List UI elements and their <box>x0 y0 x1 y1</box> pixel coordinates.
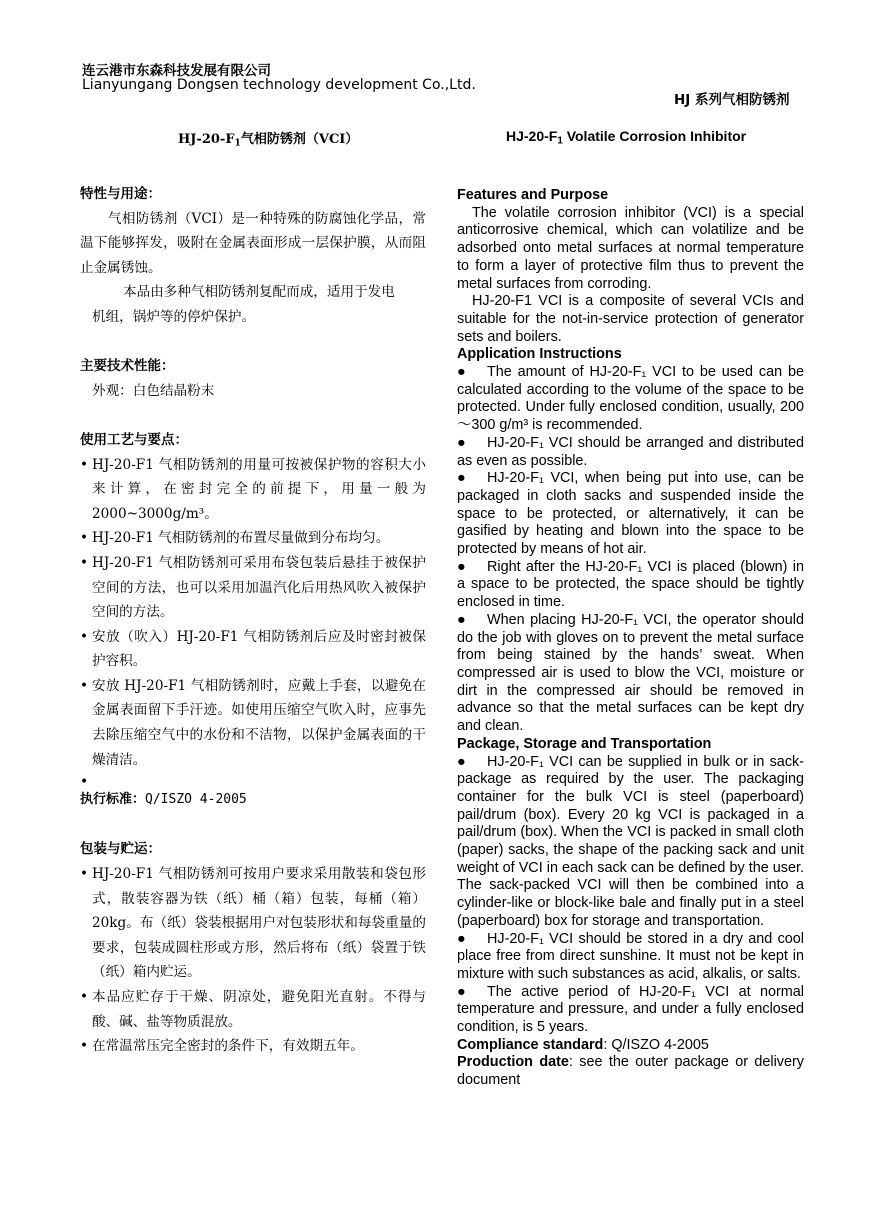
en-production-value: : see the outer package or delivery document <box>457 1054 804 1089</box>
chinese-column <box>80 182 426 1059</box>
cn-usage-item: • HJ-20-F1 气相防锈剂的用量可按被保护物的容积大小来计算，在密封完全的前提下，用量一般为 2000~3000g/m³。 <box>80 453 426 527</box>
cn-features-heading: 特性与用途： <box>80 186 161 202</box>
company-name-en: Lianyungang Dongsen technology development Co.,Ltd. <box>82 77 476 93</box>
cn-appearance: 外观：白色结晶粉末 <box>92 382 215 399</box>
en-production <box>457 1054 804 1089</box>
bullet-icon: ● <box>457 983 466 1000</box>
en-features-paragraph-2: HJ-20-F1 VCI is a composite of several VCIs and suitable for the not-in-service protection of generator sets and boilers. <box>457 293 804 345</box>
cn-usage-list <box>80 453 426 773</box>
en-application-item: ● Right after the HJ-20-F₁ VCI is placed (blown) in a space to be protected, the space should be tightly enclosed in time. <box>457 558 804 611</box>
cn-package-list <box>80 862 426 1059</box>
en-application-item: ● When placing HJ-20-F₁ VCI, the operator should do the job with gloves on to prevent the metal surface from being stained by the hands’ sweat. When compressed air is used to blow the VCI, moisture or dirt in the compressed air should be removed in advance so that the metal surfaces can be kept dry and clean. <box>457 611 804 735</box>
cn-package-item: • 本品应贮存于干燥、阴凉处，避免阳光直射。不得与酸、碱、盐等物质混放。 <box>80 985 426 1034</box>
title-en-post: Volatile Corrosion Inhibitor <box>562 128 747 144</box>
title-cn-post: 气相防锈剂（VCI） <box>240 132 359 147</box>
cn-tech-heading: 主要技术性能： <box>80 358 175 375</box>
bullet-icon: ● <box>457 470 466 487</box>
cn-usage-item: • 安放 HJ-20-F1 气相防锈剂时，应戴上手套，以避免在金属表面留下手汗迹。如使用压缩空气吹入时，应事先去除压缩空气中的水份和不洁物，以保护金属表面的干燥清洁。 <box>80 674 426 772</box>
cn-package-item: • 在常温常压完全密封的条件下，有效期五年。 <box>80 1034 426 1059</box>
en-features-paragraph-1: The volatile corrosion inhibitor (VCI) is a special anticorrosive chemical, which can volatilize and be adsorbed onto metal surfaces at normal temperature to form a layer of protective film thus to prevent the metal surfaces from corroding. <box>457 204 804 292</box>
english-column <box>457 187 804 1090</box>
en-features-heading: Features and Purpose <box>457 187 609 203</box>
bullet-icon: ● <box>457 558 466 575</box>
en-application-heading: Application Instructions <box>457 346 622 363</box>
en-application-item: ● HJ-20-F₁ VCI should be arranged and distributed as even as possible. <box>457 434 804 469</box>
en-compliance <box>457 1037 804 1055</box>
en-production-label: Production date <box>457 1054 569 1071</box>
title-en-sub: 1 <box>557 135 563 147</box>
cn-usage-item: • 安放（吹入）HJ-20-F1 气相防锈剂后应及时密封被保护容积。 <box>80 625 426 674</box>
title-en <box>506 128 746 146</box>
bullet-icon: ● <box>457 434 466 451</box>
cn-usage-item: • HJ-20-F1 气相防锈剂可采用布袋包装后悬挂于被保护空间的方法，也可以采用加温汽化后用热风吹入被保护空间的方法。 <box>80 551 426 625</box>
en-package-item: ● HJ-20-F₁ VCI can be supplied in bulk or in sack-package as required by the user. The packaging container for the bulk VCI is steel (paperboard) pail/drum (box). Every 20 kg VCI is packaged in a pail/drum (box). When the VCI is packed in small cloth (paper) sacks, the shape of the packing sack and unit weight of VCI in each sack can be defined by the user. The sack-packed VCI will then be combined into a cylinder-like or block-like bale and finally put in a steel (paperboard) box for storage and transportation. <box>457 753 804 929</box>
title-cn-sub: 1 <box>234 137 241 149</box>
en-compliance-value: : Q/ISZO 4-2005 <box>603 1036 709 1053</box>
en-package-item: ● HJ-20-F₁ VCI should be stored in a dry and cool place free from direct sunshine. It must not be kept in mixture with such substances as acid, alkalis, or salts. <box>457 930 804 982</box>
cn-usage-item: • HJ-20-F1 气相防锈剂的布置尽量做到分布均匀。 <box>80 526 426 551</box>
en-package-heading: Package, Storage and Transportation <box>457 735 712 752</box>
en-application-item: ● The amount of HJ-20-F₁ VCI to be used can be calculated according to the volume of the space to be protected. Under fully enclosed condition, usually, 200～300 g/m³ is recommended. <box>457 364 804 434</box>
cn-package-heading: 包装与贮运： <box>80 841 161 858</box>
cn-features-paragraph-2b: 机组，锅炉等的停炉保护。 <box>92 308 256 325</box>
en-compliance-label: Compliance standard <box>457 1036 604 1053</box>
bullet-icon: ● <box>457 611 466 628</box>
bullet-icon: ● <box>457 930 466 947</box>
title-en-pre: HJ-20-F <box>506 128 558 144</box>
cn-features-paragraph-2a: 本品由多种气相防锈剂复配而成，适用于发电 <box>123 284 395 301</box>
cn-standard-label: 执行标准： <box>80 792 146 808</box>
bullet-icon: ● <box>457 364 466 381</box>
cn-lone-bullet: • <box>80 774 89 791</box>
cn-standard-value: Q/ISZO 4-2005 <box>145 792 247 808</box>
cn-package-item: • HJ-20-F1 气相防锈剂可按用户要求采用散装和袋包形式，散装容器为铁（纸）桶（箱）包装，每桶（箱）20kg。布（纸）袋装根据用户对包装形状和每袋重量的要求，包装成圆柱形或方形，然后将布（纸）袋置于铁（纸）箱内贮运。 <box>80 862 426 985</box>
series-label: HJ 系列气相防锈剂 <box>674 92 790 108</box>
cn-usage-heading: 使用工艺与要点： <box>80 431 188 448</box>
en-package-item: ● The active period of HJ-20-F₁ VCI at normal temperature and pressure, and under a fully enclosed condition, is 5 years. <box>457 983 804 1036</box>
company-name-cn: 连云港市东森科技发展有限公司 <box>82 63 271 79</box>
title-cn-pre: HJ-20-F <box>178 132 235 147</box>
title-cn <box>178 128 358 148</box>
en-application-item: ● HJ-20-F₁ VCI, when being put into use, can be packaged in cloth sacks and suspended inside the space to be protected, or alternatively, it can be gasified by heating and blown into the space to be protected by means of hot air. <box>457 470 804 558</box>
cn-features-paragraph-1: 气相防锈剂（VCI）是一种特殊的防腐蚀化学品，常温下能够挥发，吸附在金属表面形成一层保护膜，从而阻止金属锈蚀。 <box>80 210 426 276</box>
cn-standard <box>80 788 426 813</box>
bullet-icon: ● <box>457 753 466 770</box>
